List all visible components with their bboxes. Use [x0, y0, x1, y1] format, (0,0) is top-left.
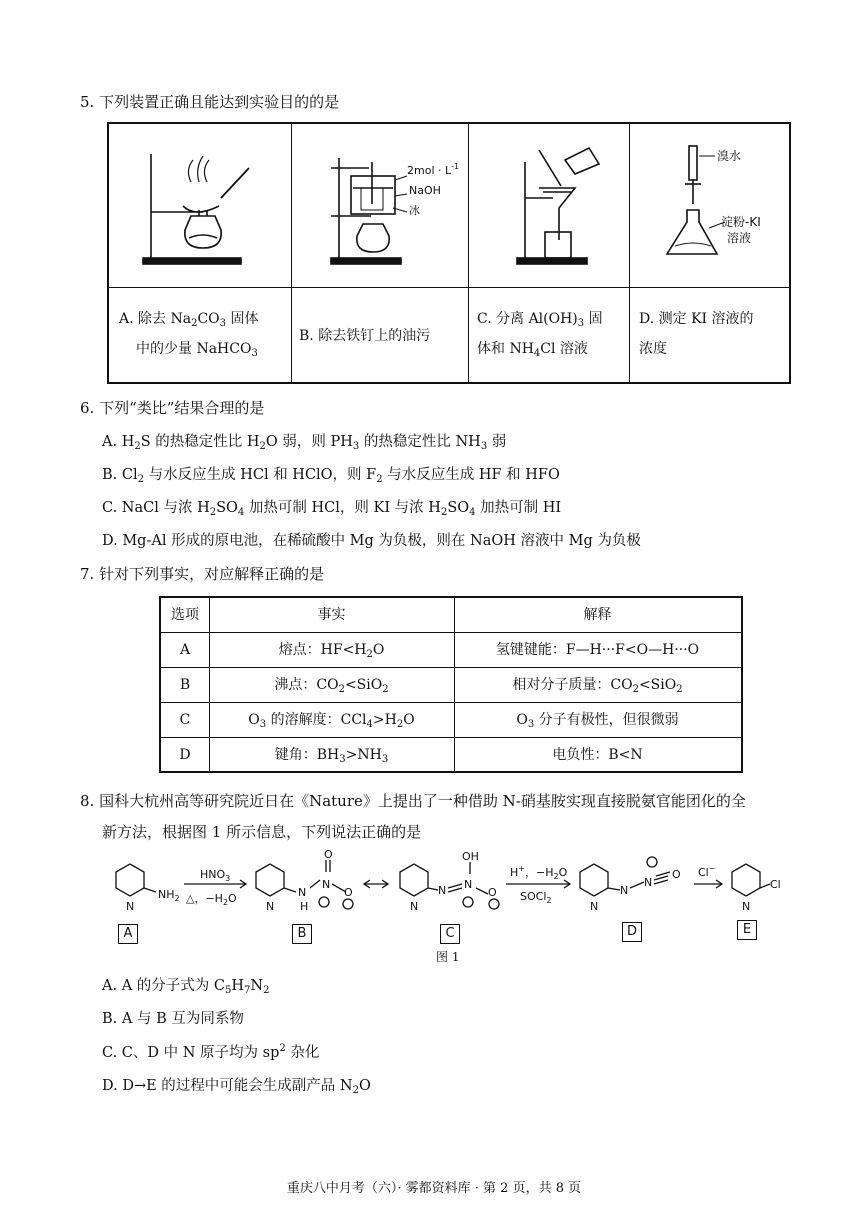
svg-text:N: N: [410, 900, 419, 913]
q7-row-b-option: B: [179, 677, 191, 693]
q7-row-a-explanation: 氢键键能：F—H···F<O—H···O: [495, 642, 700, 658]
svg-text:HNO3: $HNO_3$: [200, 868, 231, 883]
svg-text:Cl: Cl: [770, 878, 781, 891]
q8-stem-line2: 新方法，根据图 1 所示信息，下列说法正确的是: [102, 823, 422, 841]
svg-text:O: O: [488, 886, 497, 899]
q7-row-a-option: A: [179, 642, 191, 658]
svg-text:N: N: [298, 886, 307, 899]
q7-row-c-explanation: $O_3$ 分子有极性，但很微弱: [516, 712, 679, 730]
q6-option-b[interactable]: B. $Cl_2$ 与水反应生成 HCl 和 HClO，则 $F_2$ 与水反应生成 HF 和 HFO: [102, 467, 560, 485]
q6-stem: 6. 下列“类比”结果合理的是: [80, 399, 265, 417]
q8-option-c[interactable]: C. C、D 中 N 原子均为 $sp^2$ 杂化: [102, 1043, 320, 1061]
q7-row-c-fact: $O_3$ 的溶解度：$CCl_4>H_2O$: [248, 712, 415, 730]
svg-text:N: N: [464, 878, 473, 891]
q7-row-d-explanation: 电负性：B<N: [552, 747, 643, 763]
apparatus-c-figure: [509, 142, 619, 272]
apparatus-d-figure: [659, 142, 789, 272]
svg-text:Cl−: Cl−: [698, 864, 716, 879]
svg-text:H: H: [300, 900, 309, 913]
q5-option-c[interactable]: C. 分离 $Al(OH)_3$ 固 体和 $NH_4Cl$ 溶液: [477, 311, 603, 359]
svg-text:O: O: [324, 848, 333, 861]
compound-label-e: E: [737, 920, 757, 940]
q5-option-a[interactable]: A. 除去 $Na_2CO_3$ 固体 中的少量 NaHCO$_3$: [119, 311, 259, 359]
svg-text:△，−H2O: △，$-H_2O$: [186, 892, 237, 907]
svg-text:SOCl2: SOCl$_2$: [520, 890, 552, 905]
q6-option-a[interactable]: A. $H_2S$ 的热稳定性比 $H_2O$ 弱，则 $PH_3$ 的热稳定性比 $NH_3$ 弱: [102, 434, 507, 452]
svg-text:溶液: 溶液: [727, 231, 752, 245]
svg-text:N: N: [266, 900, 275, 913]
q7-row-c-option: C: [179, 712, 191, 728]
svg-text:NH2: $NH_2$: [158, 888, 180, 903]
q5-stem: 5. 下列装置正确且能达到实验目的的是: [80, 93, 340, 111]
figure-caption: 图 1: [436, 950, 460, 964]
q7-row-d-fact: 键角：$BH_3>NH_3$: [274, 747, 389, 765]
q8-option-d[interactable]: D. D→E 的过程中可能会生成副产品 $N_2O$: [102, 1078, 371, 1096]
q7-row-a-fact: 熔点：$HF<H_2O$: [278, 642, 385, 660]
svg-text:OH: OH: [462, 850, 479, 863]
q6-option-d[interactable]: D. Mg-Al 形成的原电池，在稀硫酸中 Mg 为负极，则在 NaOH 溶液中 Mg 为负极: [102, 533, 641, 549]
apparatus-b-figure: [317, 132, 467, 282]
q7-row-d-option: D: [179, 747, 191, 763]
q7-header-option: 选项: [171, 607, 199, 623]
q7-header-fact: 事实: [317, 607, 346, 623]
svg-text:O: O: [344, 886, 353, 899]
svg-text:溴水: 溴水: [717, 149, 742, 163]
q8-option-b[interactable]: B. A 与 B 互为同系物: [102, 1011, 244, 1027]
q7-stem: 7. 针对下列事实，对应解释正确的是: [80, 565, 325, 583]
svg-text:N: N: [742, 900, 751, 913]
svg-text:H+，−H2O: H+，$-H_2O$: [510, 864, 568, 881]
svg-text:N: N: [438, 884, 447, 897]
svg-text:N: N: [620, 884, 629, 897]
svg-text:N: N: [322, 878, 331, 891]
svg-text:2mol · L-1: $2mol \cdot L^{-1}$: [407, 162, 460, 177]
compound-label-a: A: [118, 924, 138, 944]
q7-row-b-fact: 沸点：$CO_2<SiO_2$: [274, 677, 389, 695]
svg-text:N: N: [590, 900, 599, 913]
svg-text:N: N: [126, 900, 135, 913]
q5-option-b[interactable]: B. 除去铁钉上的油污: [299, 328, 431, 344]
compound-label-d: D: [622, 922, 642, 942]
q8-stem-line1: 8. 国科大杭州高等研究院近日在《Nature》上提出了一种借助 N-硝基胺实现直接脱氨官能团化的全: [80, 792, 746, 810]
page-footer: 重庆八中月考（六）· 雾都资料库 · 第 2 页，共 8 页: [286, 1181, 582, 1196]
compound-label-c: C: [440, 924, 460, 944]
q6-option-c[interactable]: C. NaCl 与浓 $H_2SO_4$ 加热可制 HCl，则 KI 与浓 $H_2SO_4$ 加热可制 HI: [102, 500, 562, 518]
q7-header-explanation: 解释: [583, 607, 612, 623]
q7-row-b-explanation: 相对分子质量：$CO_2<SiO_2$: [512, 677, 683, 695]
compound-label-b: B: [292, 924, 312, 944]
svg-text:O: O: [672, 868, 681, 881]
q5-apparatus-table: [107, 122, 791, 384]
svg-text:冰: 冰: [409, 204, 420, 217]
svg-text:淀粉-KI: 淀粉-KI: [721, 215, 761, 229]
q7-table: [159, 596, 743, 773]
q5-option-d[interactable]: D. 测定 KI 溶液的 浓度: [639, 311, 754, 357]
svg-text:NaOH: NaOH: [409, 184, 441, 197]
q8-option-a[interactable]: A. A 的分子式为 $C_5H_7N_2$: [102, 978, 270, 996]
svg-text:N: N: [644, 876, 653, 889]
apparatus-a-figure: [133, 142, 263, 280]
